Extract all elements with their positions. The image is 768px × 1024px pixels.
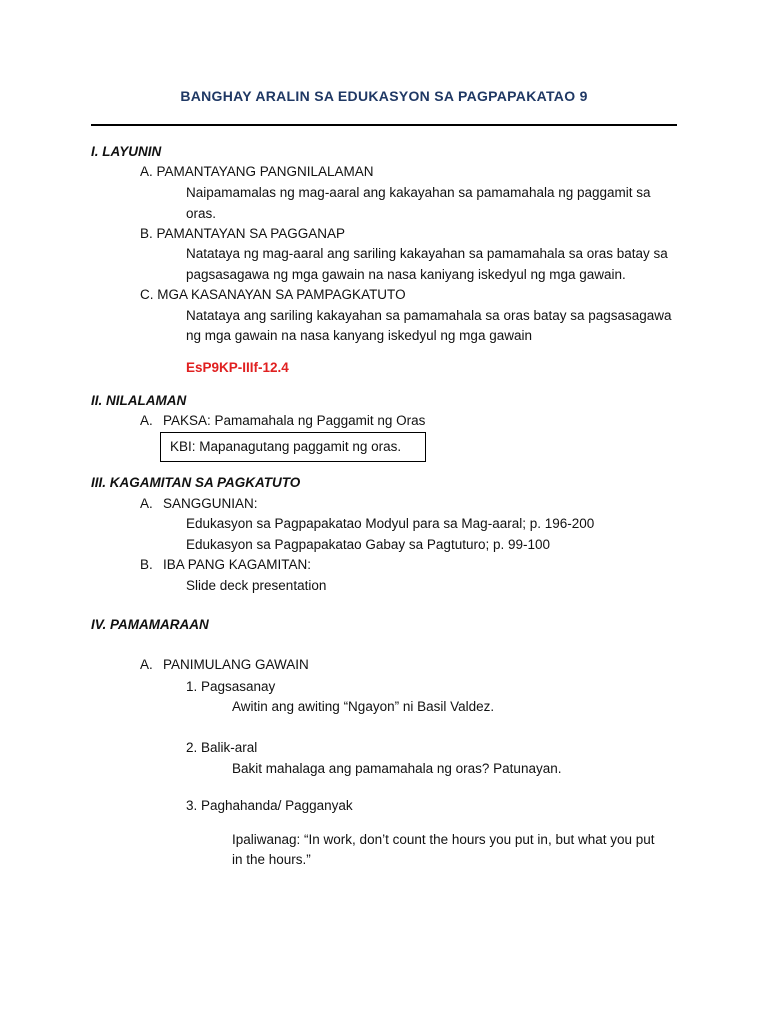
section-1c-text-line1: Natataya ang sariling kakayahan sa pamamahala sa oras batay sa pagsasagawa [186,308,672,323]
document-title: BANGHAY ARALIN SA EDUKASYON SA PAGPAPAKATAO 9 [180,88,588,104]
step-3-label: 3. Paghahanda/ Pagganyak [186,798,353,813]
step-2-text: Bakit mahalaga ang pamamahala ng oras? Patunayan. [232,761,562,776]
kbi-box [160,432,426,462]
section-3b-text: IBA PANG KAGAMITAN: [163,557,312,572]
section-3b-label: B. [140,557,153,572]
step-2-label: 2. Balik-aral [186,740,258,755]
section-1c-label: C. MGA KASANAYAN SA PAMPAGKATUTO [140,287,406,302]
section-4a-label: A. [140,657,153,672]
material-item: Slide deck presentation [186,578,327,593]
section-3a-text: SANGGUNIAN: [163,496,258,511]
section-4a-text: PANIMULANG GAWAIN [163,657,309,672]
title-divider [91,124,677,126]
step-3-text-line1: Ipaliwanag: “In work, don’t count the hours you put in, but what you put [232,832,655,847]
section-3a-label: A. [140,496,153,511]
section-1a-text-line1: Naipamamalas ng mag-aaral ang kakayahan sa pamamahala ng paggamit sa [186,185,651,200]
reference-2: Edukasyon sa Pagpapakatao Gabay sa Pagtuturo; p. 99-100 [186,537,551,552]
section-1a-text-line2: oras. [186,206,217,221]
section-1a-label: A. PAMANTAYANG PANGNILALAMAN [140,164,374,179]
competency-code: EsP9KP-IIIf-12.4 [186,360,289,375]
section-1-heading: I. LAYUNIN [91,144,162,159]
section-2a-text: PAKSA: Pamamahala ng Paggamit ng Oras [163,413,426,428]
step-3-text-line2: in the hours.” [232,852,311,867]
step-1-label: 1. Pagsasanay [186,679,276,694]
section-2-heading: II. NILALAMAN [91,393,187,408]
section-2a-label: A. [140,413,153,428]
step-1-text: Awitin ang awiting “Ngayon” ni Basil Valdez. [232,699,495,714]
section-1b-label: B. PAMANTAYAN SA PAGGANAP [140,226,346,241]
section-1c-text-line2: ng mga gawain na nasa kanyang iskedyul ng mga gawain [186,328,532,343]
section-4-heading: IV. PAMAMARAAN [91,617,209,632]
kbi-text: KBI: Mapanagutang paggamit ng oras. [170,439,402,454]
section-3-heading: III. KAGAMITAN SA PAGKATUTO [91,475,301,490]
reference-1: Edukasyon sa Pagpapakatao Modyul para sa Mag-aaral; p. 196-200 [186,516,595,531]
section-1b-text-line1: Natataya ng mag-aaral ang sariling kakayahan sa pamamahala sa oras batay sa [186,246,668,261]
section-1b-text-line2: pagsasagawa ng mga gawain na nasa kaniyang iskedyul ng mga gawain. [186,267,626,282]
